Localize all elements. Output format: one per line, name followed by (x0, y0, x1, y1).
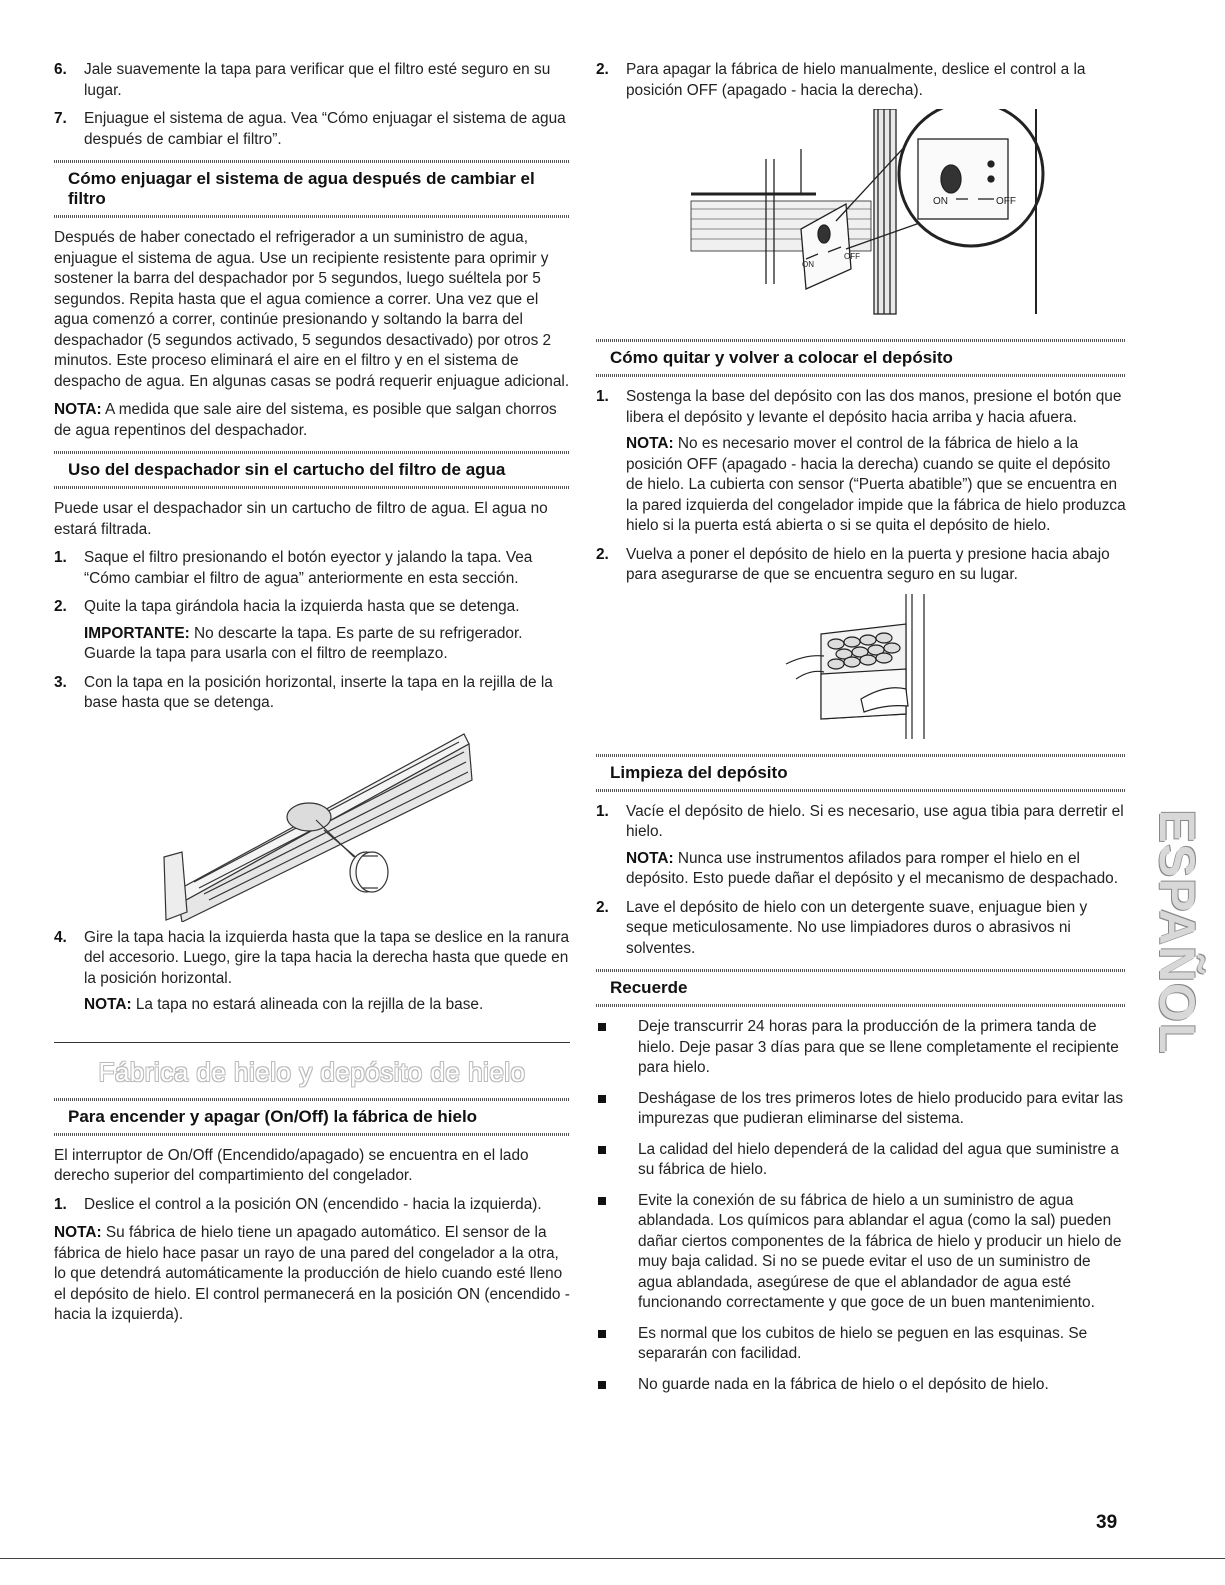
note-enjuagar: NOTA: A medida que sale aire del sistema, es posible que salgan chorros de agua repentinos del despachador. (54, 401, 557, 439)
list-item: Deshágase de los tres primeros lotes de hielo producido para evitar las impurezas que pudieran eliminarse del sistema. (596, 1089, 1126, 1130)
list-item: 4. Gire la tapa hacia la izquierda hasta que la tapa se deslice en la ranura del accesorio. Luego, gire la tapa hacia la derecha hasta que quede en la posición horizontal. NOTA: La tapa no estará alineada con la rejilla de la base. (54, 928, 570, 1016)
on-label: ON (933, 196, 948, 207)
left-column (54, 60, 570, 1334)
sin-filtro-steps (54, 548, 570, 714)
bullet-square-icon (598, 1095, 606, 1103)
list-item: 2. Quite la tapa girándola hacia la izquierda hasta que se detenga. IMPORTANTE: No descarte la tapa. Es parte de su refrigerador. Guarde la tapa para usarla con el filtro de reemplazo. (54, 597, 570, 665)
on-label-small: ON (802, 260, 814, 269)
section-heading-quitar-deposito: Cómo quitar y volver a colocar el depósito (596, 339, 1126, 377)
ice-bin-illustration (596, 594, 1126, 744)
paragraph-enjuagar: Después de haber conectado el refrigerador a un suministro de agua, enjuague el sistema de agua. Use un recipiente resistente para oprimir y sostener la barra del despachador por 5 segundos, luego suéltela por 5 segundos. Repita hasta que el agua comience a correr. Una vez que el agua comenzó a correr, continúe presionando y soltando la barra del despachador (5 segundos activado, 5 segundos desactivado) por otros 2 minutos. Este proceso eliminará el aire en el filtro y en el sistema de despacho de agua. En algunas casas se podrá requerir enjuague adicional. (54, 229, 570, 390)
chapter-title: Fábrica de hielo y depósito de hielo (54, 1042, 570, 1088)
section-heading-recuerde: Recuerde (596, 969, 1126, 1007)
section-heading-sin-filtro: Uso del despachador sin el cartucho del filtro de agua (54, 451, 570, 489)
sin-filtro-steps-cont (54, 928, 570, 1016)
language-side-tab: ESPAÑOL (1149, 809, 1205, 1055)
list-item: 1. Saque el filtro presionando el botón eyector y jalando la tapa. Vea “Cómo cambiar el filtro de agua” anteriormente en esta sección. (54, 549, 533, 587)
quitar-deposito-steps (596, 387, 1126, 586)
bullet-square-icon (598, 1381, 606, 1389)
bullet-square-icon (598, 1330, 606, 1338)
list-item: Es normal que los cubitos de hielo se peguen en las esquinas. Se separarán con facilidad. (596, 1324, 1126, 1365)
filter-steps-end (54, 60, 570, 150)
on-off-steps (54, 1195, 570, 1216)
important-note: IMPORTANTE: No descarte la tapa. Es parte de su refrigerador. Guarde la tapa para usarla con el filtro de reemplazo. (84, 624, 523, 662)
ice-maker-switch-illustration (596, 109, 1126, 329)
bullet-square-icon (598, 1146, 606, 1154)
right-column (596, 60, 1126, 1405)
list-item: 7. Enjuague el sistema de agua. Vea “Cómo enjuagar el sistema de agua después de cambiar el filtro”. (54, 110, 566, 148)
off-label: OFF (996, 196, 1016, 207)
note-on-off: NOTA: Su fábrica de hielo tiene un apagado automático. El sensor de la fábrica de hielo hace pasar un rayo de una pared del congelador a la otra, lo que detendrá automáticamente la producción de hielo cuando esté lleno el depósito de hielo. El control permanecerá en la posición ON (encendido - hacia la izquierda). (54, 1224, 570, 1323)
page-number: 39 (1096, 1512, 1118, 1533)
list-item: 6. Jale suavemente la tapa para verificar que el filtro esté seguro en su lugar. (54, 61, 551, 99)
section-heading-enjuagar: Cómo enjuagar el sistema de agua después de cambiar el filtro (54, 160, 570, 218)
list-item: La calidad del hielo dependerá de la calidad del agua que suministre a su fábrica de hielo. (596, 1140, 1126, 1181)
filter-cap-illustration (54, 722, 570, 922)
list-item: 1. Deslice el control a la posición ON (encendido - hacia la izquierda). (54, 1195, 542, 1213)
list-item: 2. Lave el depósito de hielo con un detergente suave, enjuague bien y seque meticulosamente. No use limpiadores duros o abrasivos ni solventes. (596, 898, 1088, 957)
limpieza-steps (596, 802, 1126, 960)
bullet-square-icon (598, 1023, 606, 1031)
bullet-square-icon (598, 1197, 606, 1205)
note: NOTA: Nunca use instrumentos afilados para romper el hielo en el depósito. Esto puede dañar el depósito y el mecanismo de despachado. (626, 849, 1118, 887)
note: NOTA: La tapa no estará alineada con la rejilla de la base. (84, 996, 484, 1013)
list-item: 2. Para apagar la fábrica de hielo manualmente, deslice el control a la posición OFF (apagado - hacia la derecha). (596, 61, 1086, 99)
bottom-rule (0, 1558, 1225, 1559)
list-item: Deje transcurrir 24 horas para la producción de la primera tanda de hielo. Deje pasar 3 días para que se llene completamente el recipiente para hielo. (596, 1017, 1126, 1079)
section-heading-limpieza: Limpieza del depósito (596, 754, 1126, 792)
paragraph-sin-filtro: Puede usar el despachador sin un cartucho de filtro de agua. El agua no estará filtrada. (54, 500, 548, 538)
off-label-small: OFF (844, 252, 860, 261)
list-item: Evite la conexión de su fábrica de hielo a un suministro de agua ablandada. Los químicos para ablandar el agua (como la sal) pueden dañar ciertos componentes de la fábrica de hielo y producir un hielo de muy baja calidad. Si no se puede evitar el uso de un suministro de agua ablandada, asegúrese de que el ablandador de agua esté funcionando correctamente y que goce de un buen mantenimiento. (596, 1191, 1126, 1314)
list-item: No guarde nada en la fábrica de hielo o el depósito de hielo. (596, 1375, 1126, 1396)
list-item: 2. Vuelva a poner el depósito de hielo en la puerta y presione hacia abajo para asegurarse de que se encuentra seguro en su lugar. (596, 545, 1110, 583)
note: NOTA: No es necesario mover el control de la fábrica de hielo a la posición OFF (apagado - hacia la derecha) cuando se quite el depósito de hielo. La cubierta con sensor (“Puerta abatible”) que se encuentra en la pared izquierda del congelador impide que la fábrica de hielo produzca hielo si la puerta está abierta o si se quita el depósito de hielo. (626, 435, 1126, 534)
list-item: 1. Vacíe el depósito de hielo. Si es necesario, use agua tibia para derretir el hielo. NOTA: Nunca use instrumentos afilados para romper el hielo en el depósito. Esto puede dañar el depósito y el mecanismo de despachado. (596, 802, 1126, 890)
paragraph-on-off: El interruptor de On/Off (Encendido/apagado) se encuentra en el lado derecho superior del compartimiento del congelador. (54, 1146, 529, 1184)
recuerde-bullets (596, 1017, 1126, 1395)
off-steps (596, 60, 1126, 101)
list-item: 3. Con la tapa en la posición horizontal, inserte la tapa en la rejilla de la base hasta que se detenga. (54, 673, 553, 711)
list-item: 1. Sostenga la base del depósito con las dos manos, presione el botón que libera el depósito y levante el depósito hacia arriba y hacia afuera. NOTA: No es necesario mover el control de la fábrica de hielo a la posición OFF (apagado - hacia la derecha) cuando se quite el depósito de hielo. La cubierta con sensor (“Puerta abatible”) que se encuentra en la pared izquierda del congelador impide que la fábrica de hielo produzca hielo si la puerta está abierta o si se quita el depósito de hielo. (596, 387, 1126, 537)
section-heading-on-off: Para encender y apagar (On/Off) la fábrica de hielo (54, 1098, 570, 1136)
